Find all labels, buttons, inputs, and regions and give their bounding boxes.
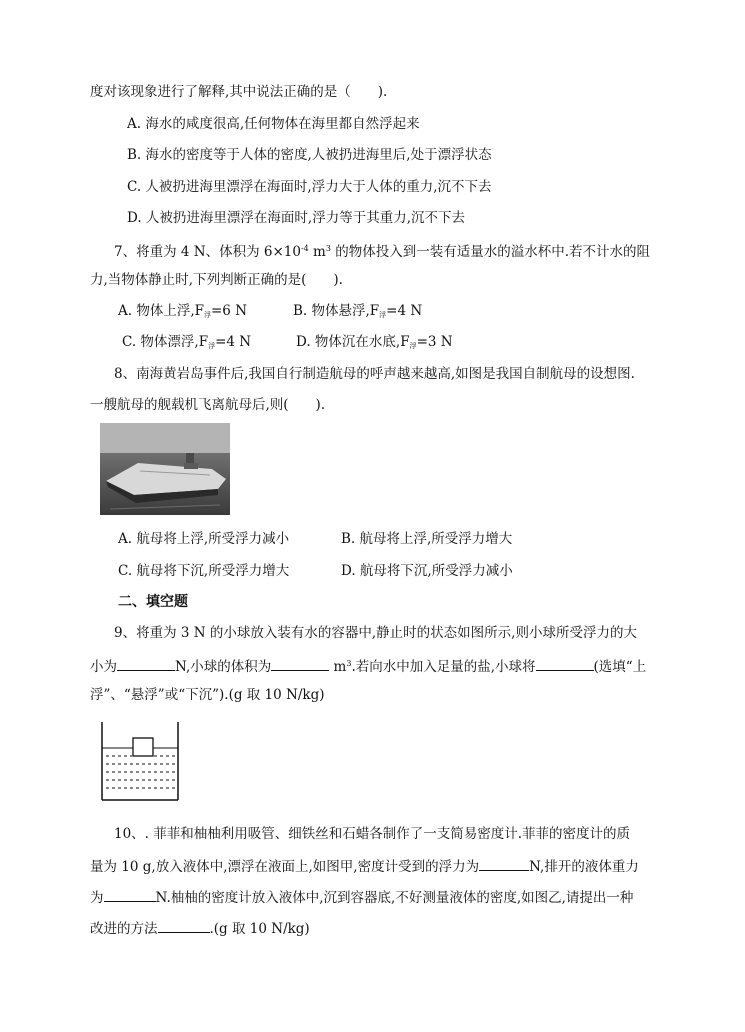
q8-option-c: C. 航母将下沉,所受浮力增大 (118, 563, 290, 579)
q7-stem-line1: 7、将重为 4 N、体积为 $6\times 10^{-4}$ $m^3$ 的物体投入到一装有适量水的溢水杯中.若不计水的阻 (114, 244, 651, 260)
q7-stem-line2: 力,当物体静止时,下列判断正确的是( ). (90, 272, 343, 288)
q6-stem-tail: 度对该现象进行了解释,其中说法正确的是（ ). (90, 84, 388, 100)
q8-stem-line1: 8、南海黄岩岛事件后,我国自行制造航母的呼声越来越高,如图是我国自制航母的设想图. (114, 366, 635, 382)
q6-option-b: B. 海水的密度等于人体的密度,人被扔进海里后,处于漂浮状态 (127, 147, 492, 163)
q10-stem-line3: 为 N.柚柚的密度计放入液体中,沉到容器底,不好测量液体的密度,如图乙,请提出一种 (90, 887, 633, 907)
q9-stem-line3: 浮”、“悬浮”或“下沉”).(g 取 10 N/kg) (90, 687, 325, 703)
q9-blank-volume[interactable] (271, 656, 329, 671)
q6-option-c: C. 人被扔进海里漂浮在海面时,浮力大于人体的重力,沉不下去 (127, 179, 492, 195)
aircraft-carrier-image (100, 423, 230, 515)
q9-blank-motion[interactable] (536, 656, 594, 671)
q8-option-a: A. 航母将上浮,所受浮力减小 (118, 531, 290, 547)
q7-option-c: C. 物体漂浮$,F_浮=4$ N (122, 334, 252, 350)
q6-option-d: D. 人被扔进海里漂浮在海面时,浮力等于其重力,沉不下去 (127, 210, 466, 226)
q10-blank-buoyancy[interactable] (479, 856, 529, 871)
q10-blank-improvement[interactable] (158, 918, 210, 933)
q10-stem-line4: 改进的方法 .(g 取 10 N/kg) (90, 918, 310, 938)
q9-blank-buoyancy[interactable] (117, 656, 175, 671)
q10-stem-line1: 10、. 菲菲和柚柚利用吸管、细铁丝和石蜡各制作了一支简易密度计.菲菲的密度计的质 (114, 826, 631, 842)
q7-option-a: A. 物体上浮$,F_浮=6$ N (118, 303, 248, 319)
q10-stem-line2: 量为 10 g,放入液体中,漂浮在液面上,如图甲,密度计受到的浮力为 N,排开的液体重力 (90, 856, 639, 876)
q7-option-d: D. 物体沉在水底$,F_浮=3$ N (296, 334, 453, 350)
q8-option-d: D. 航母将下沉,所受浮力减小 (341, 563, 513, 579)
q8-option-b: B. 航母将上浮,所受浮力增大 (341, 531, 513, 547)
q7-option-b: B. 物体悬浮$,F_浮=4$ N (293, 303, 423, 319)
section-heading-fill-in: 二、填空题 (118, 594, 188, 610)
q6-option-a: A. 海水的咸度很高,任何物体在海里都自然浮起来 (127, 116, 420, 132)
q9-stem-line1: 9、将重为 3 N 的小球放入装有水的容器中,静止时的状态如图所示,则小球所受浮力的大 (114, 625, 637, 641)
q9-stem-line2: 小为 N,小球的体积为 $m^3$.若向水中加入足量的盐,小球将 (选填“上 (90, 655, 646, 676)
beaker-with-floating-ball-diagram (100, 722, 180, 802)
q10-blank-displaced-weight[interactable] (104, 887, 156, 902)
q8-stem-line2: 一艘航母的舰载机飞离航母后,则( ). (90, 397, 326, 413)
